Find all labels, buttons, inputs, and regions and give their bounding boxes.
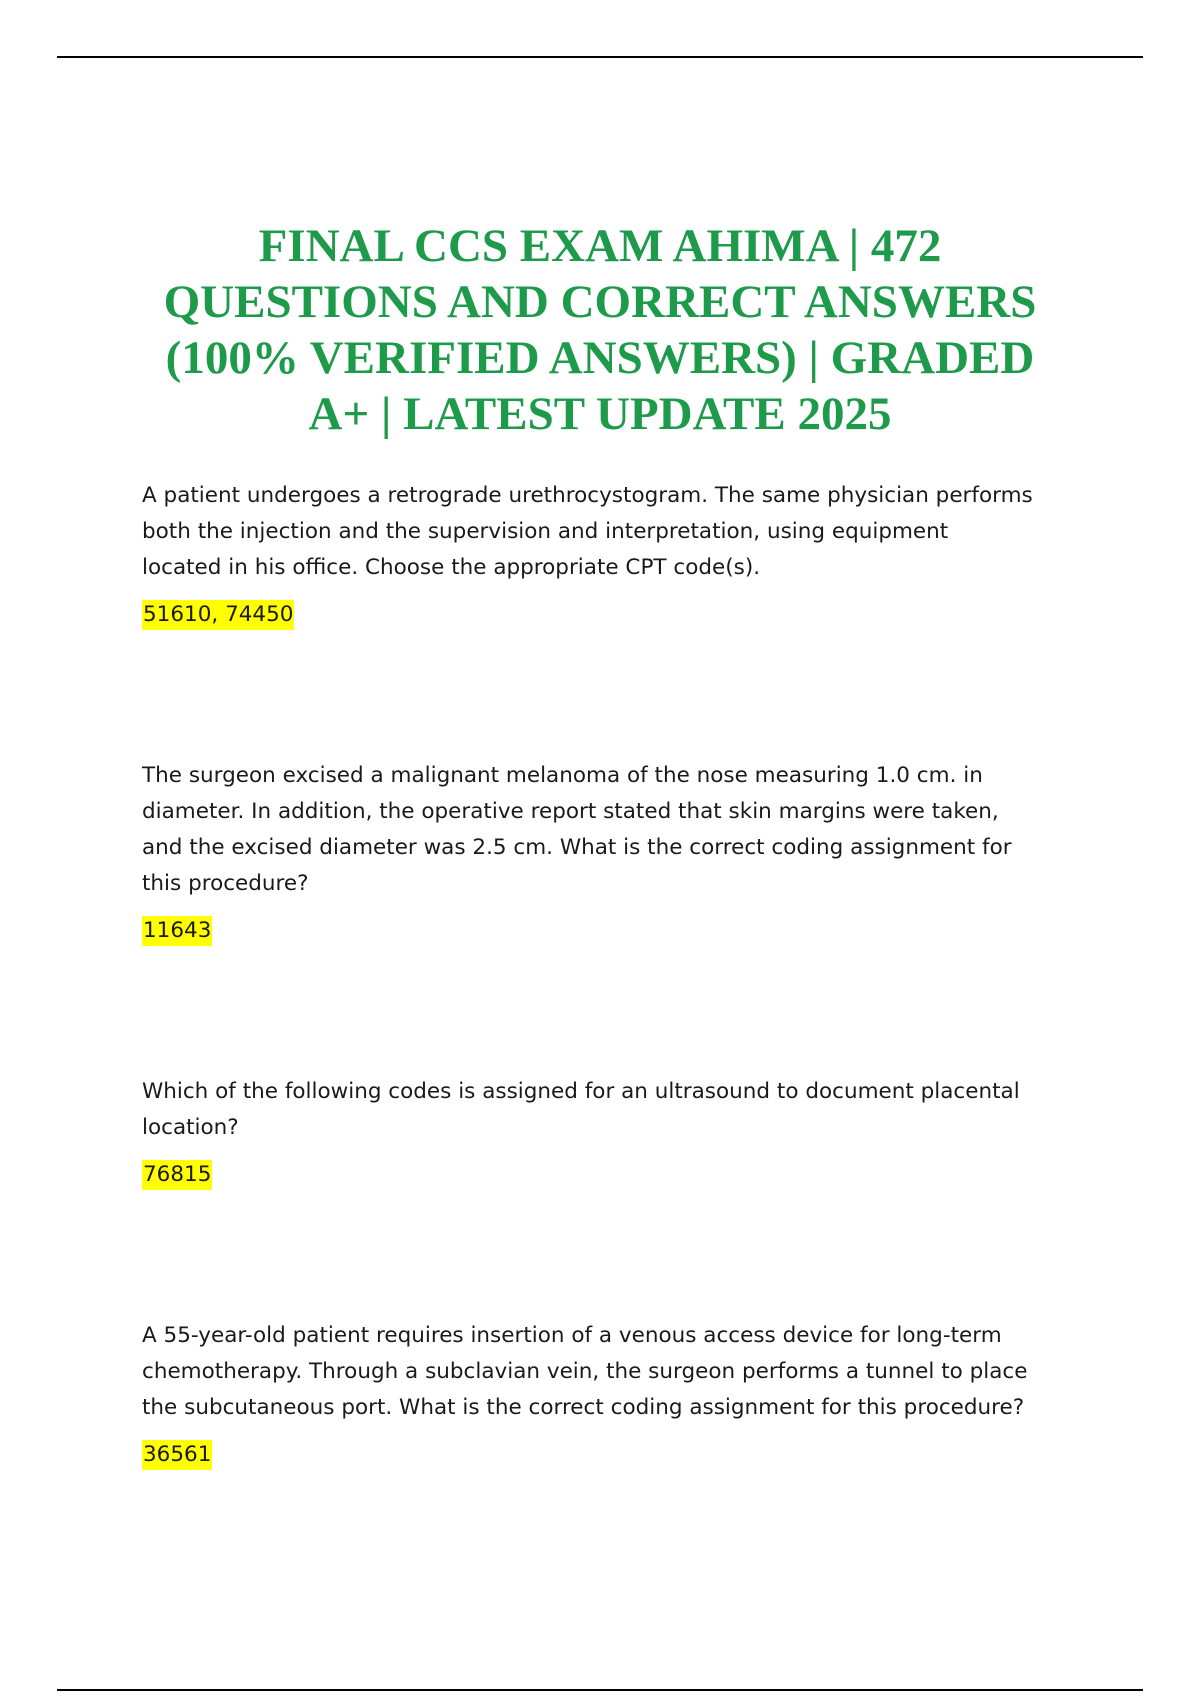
- top-rule: [57, 56, 1143, 58]
- question-line: A 55-year-old patient requires insertion of a venous access device for long-term: [142, 1323, 1002, 1348]
- question-text: [142, 478, 1062, 586]
- question-line: The surgeon excised a malignant melanoma of the nose measuring 1.0 cm. in: [142, 763, 983, 788]
- qa-item-2: [142, 758, 1062, 946]
- question-line: A patient undergoes a retrograde urethrocystogram. The same physician performs: [142, 483, 1033, 508]
- answer-highlight: 36561: [142, 1440, 212, 1470]
- question-line: both the injection and the supervision and interpretation, using equipment: [142, 519, 949, 544]
- question-line: location?: [142, 1115, 239, 1140]
- answer-highlight: 51610, 74450: [142, 600, 294, 630]
- question-line: chemotherapy. Through a subclavian vein, the surgeon performs a tunnel to place: [142, 1359, 1028, 1384]
- document-title: [100, 218, 1100, 442]
- question-line: diameter. In addition, the operative report stated that skin margins were taken,: [142, 799, 999, 824]
- answer-highlight: 76815: [142, 1160, 212, 1190]
- answer-highlight: 11643: [142, 916, 212, 946]
- question-text: [142, 758, 1062, 902]
- qa-item-3: [142, 1074, 1062, 1190]
- question-line: this procedure?: [142, 871, 309, 896]
- question-line: and the excised diameter was 2.5 cm. What is the correct coding assignment for: [142, 835, 1012, 860]
- title-line: (100% VERIFIED ANSWERS) | GRADED: [165, 332, 1035, 384]
- question-text: [142, 1074, 1062, 1146]
- title-line: QUESTIONS AND CORRECT ANSWERS: [163, 276, 1037, 328]
- qa-item-1: [142, 478, 1062, 630]
- bottom-rule: [57, 1689, 1143, 1691]
- title-line: A+ | LATEST UPDATE 2025: [308, 388, 892, 440]
- question-text: [142, 1318, 1062, 1426]
- qa-item-4: [142, 1318, 1062, 1470]
- question-line: Which of the following codes is assigned for an ultrasound to document placental: [142, 1079, 1020, 1104]
- title-line: FINAL CCS EXAM AHIMA | 472: [258, 220, 942, 272]
- question-line: located in his office. Choose the appropriate CPT code(s).: [142, 555, 761, 580]
- question-line: the subcutaneous port. What is the correct coding assignment for this procedure?: [142, 1395, 1025, 1420]
